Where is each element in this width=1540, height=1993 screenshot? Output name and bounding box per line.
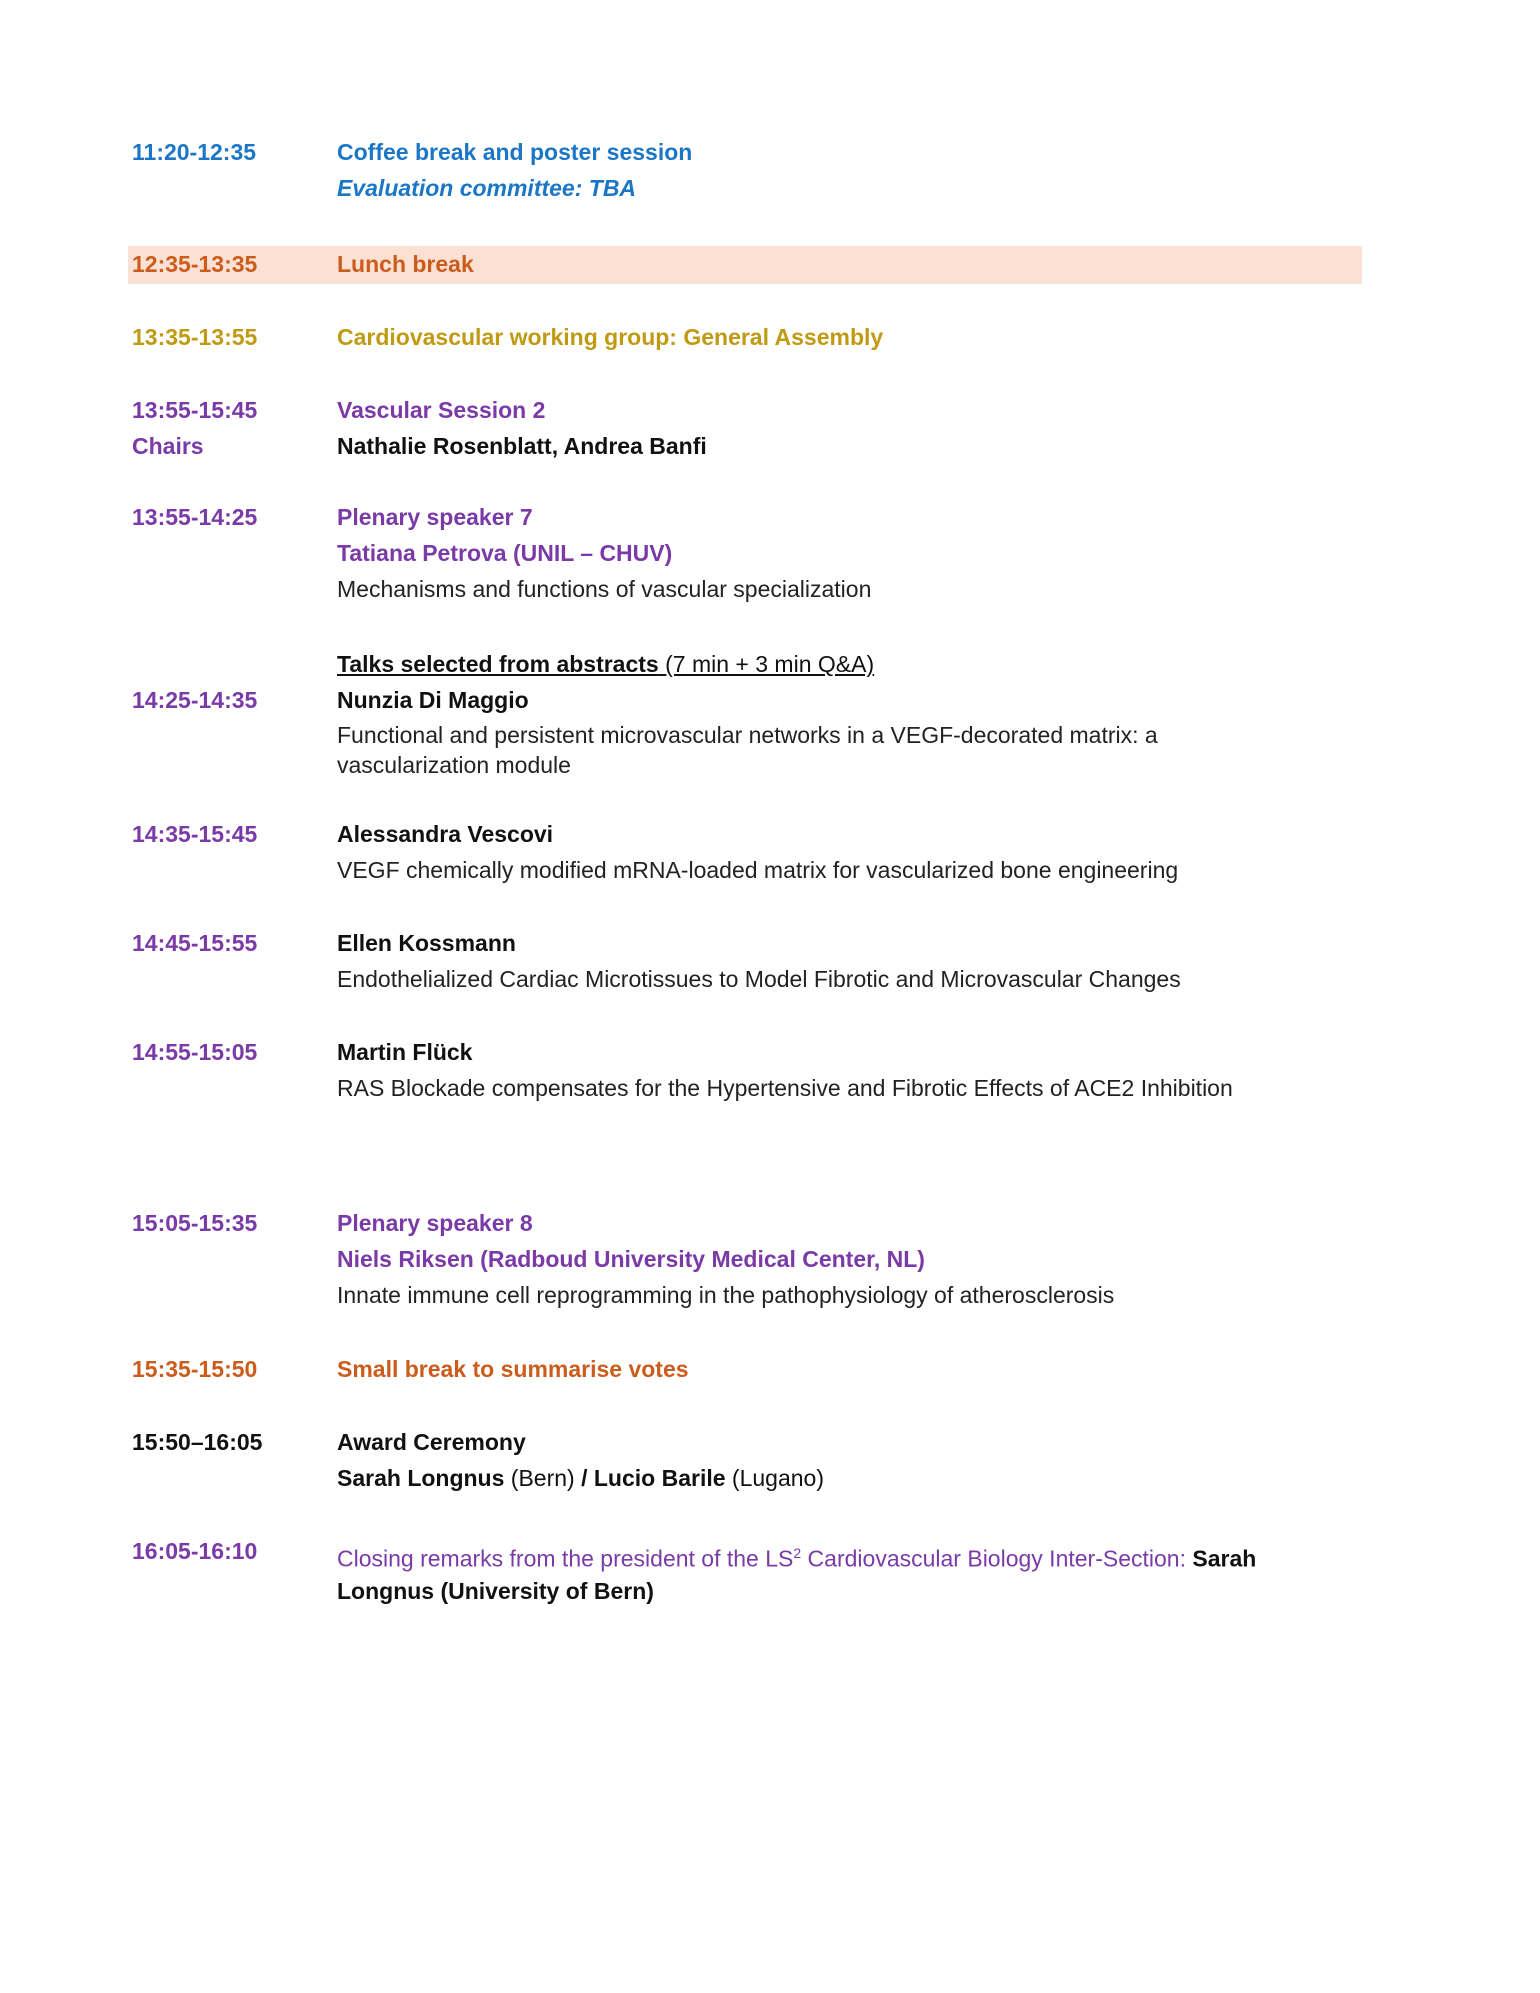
presenter-1-place: (Bern) xyxy=(510,1465,575,1491)
speaker-talk4: Martin Flück xyxy=(337,1039,473,1065)
time-lunch: 12:35-13:35 xyxy=(132,251,258,277)
title-smallbreak: Small break to summarise votes xyxy=(337,1356,689,1382)
time-closing: 16:05-16:10 xyxy=(132,1538,258,1564)
talk-plenary8: Innate immune cell reprogramming in the pathophysiology of atherosclerosis xyxy=(337,1282,1115,1308)
time-vascular2: 13:55-15:45 xyxy=(132,397,258,423)
speaker-talk1: Nunzia Di Maggio xyxy=(337,687,529,713)
time-plenary7: 13:55-14:25 xyxy=(132,504,258,530)
presenter-2: Lucio Barile xyxy=(593,1465,726,1491)
title-vascular2: Vascular Session 2 xyxy=(337,397,546,423)
speaker-plenary8: Niels Riksen (Radboud University Medical Center, NL) xyxy=(337,1246,925,1272)
time-talk2: 14:35-15:45 xyxy=(132,821,258,847)
title-plenary8: Plenary speaker 8 xyxy=(337,1210,533,1236)
presenter-1: Sarah Longnus xyxy=(337,1465,505,1491)
time-talk1: 14:25-14:35 xyxy=(132,687,258,713)
abstracts-format: (7 min + 3 min Q&A) xyxy=(665,651,875,677)
closing-name-a: Sarah xyxy=(1192,1545,1257,1572)
speaker-talk2: Alessandra Vescovi xyxy=(337,821,554,847)
title-talk1-line1: Functional and persistent microvascular networks in a VEGF-decorated matrix: a xyxy=(337,722,1158,748)
time-assembly: 13:35-13:55 xyxy=(132,324,258,350)
talk-plenary7: Mechanisms and functions of vascular specialization xyxy=(337,576,872,602)
title-talk2: VEGF chemically modified mRNA-loaded matrix for vascularized bone engineering xyxy=(337,857,1179,883)
title-lunch: Lunch break xyxy=(337,251,474,277)
title-talk3: Endothelialized Cardiac Microtissues to Model Fibrotic and Microvascular Changes xyxy=(337,966,1181,992)
chairs-label: Chairs xyxy=(132,433,204,459)
presenter-2-place: (Lugano) xyxy=(731,1465,824,1491)
title-award: Award Ceremony xyxy=(337,1429,526,1455)
title-coffee: Coffee break and poster session xyxy=(337,139,693,165)
title-plenary7: Plenary speaker 7 xyxy=(337,504,533,530)
title-assembly: Cardiovascular working group: General Assembly xyxy=(337,324,884,350)
time-smallbreak: 15:35-15:50 xyxy=(132,1356,258,1382)
closing-text-a: Closing remarks from the president of the LS xyxy=(337,1545,794,1572)
title-talk4: RAS Blockade compensates for the Hypertensive and Fibrotic Effects of ACE2 Inhibition xyxy=(337,1075,1233,1101)
time-coffee: 11:20-12:35 xyxy=(132,139,257,165)
title-talk1-line2: vascularization module xyxy=(337,752,571,778)
speaker-plenary7: Tatiana Petrova (UNIL – CHUV) xyxy=(337,540,673,566)
chairs-names: Nathalie Rosenblatt, Andrea Banfi xyxy=(337,433,707,459)
closing-name-b: Longnus (University of Bern) xyxy=(337,1577,654,1604)
subtitle-coffee: Evaluation committee: TBA xyxy=(337,175,637,201)
presenter-separator: / xyxy=(581,1465,588,1491)
time-talk4: 14:55-15:05 xyxy=(132,1039,258,1065)
abstracts-title: Talks selected from abstracts xyxy=(337,651,659,677)
closing-text-b: Cardiovascular Biology Inter-Section: xyxy=(801,1545,1193,1572)
time-plenary8: 15:05-15:35 xyxy=(132,1210,258,1236)
time-award: 15:50–16:05 xyxy=(132,1429,263,1455)
closing-sup: 2 xyxy=(793,1545,802,1561)
speaker-talk3: Ellen Kossmann xyxy=(337,930,516,956)
time-talk3: 14:45-15:55 xyxy=(132,930,258,956)
